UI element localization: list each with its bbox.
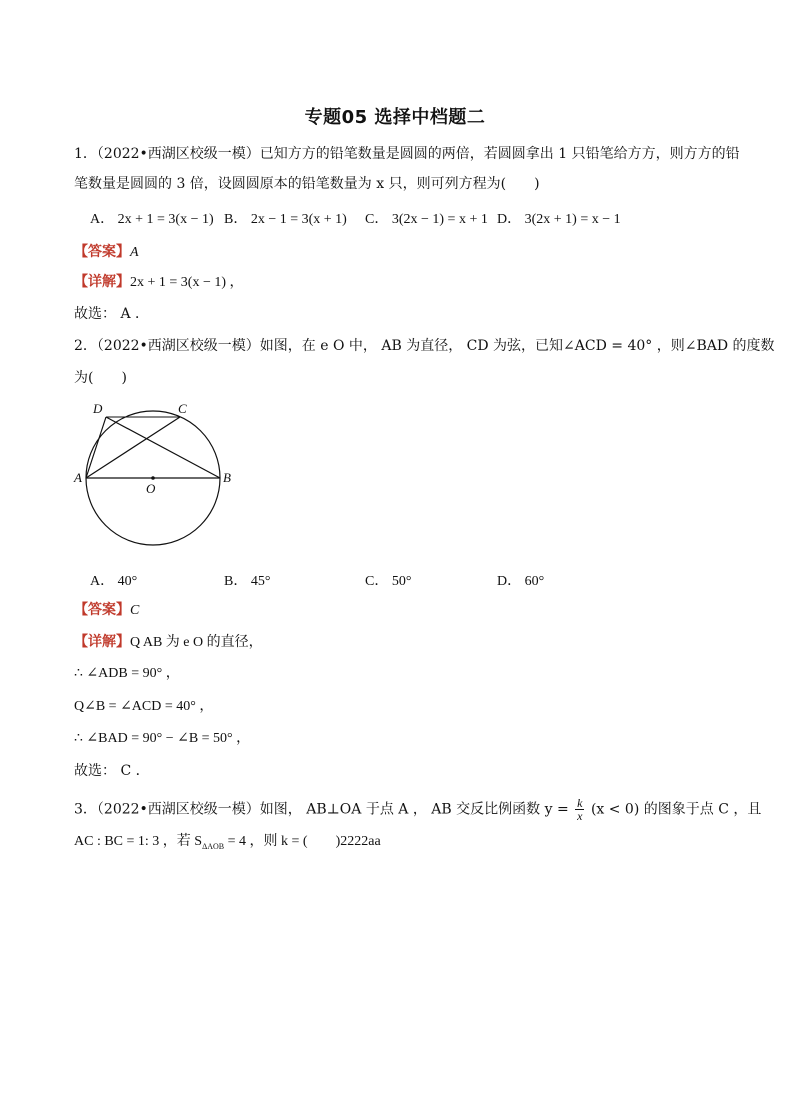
- label-c: C: [178, 401, 187, 416]
- detail-tag: 【详解】: [74, 274, 130, 290]
- q1-detail-text: 2x + 1 = 3(x − 1) ，: [130, 275, 244, 290]
- q1-option-a[interactable]: A． 2x + 1 = 3(x − 1): [90, 212, 214, 227]
- q2-answer: [74, 600, 139, 621]
- segment-db: [106, 417, 220, 478]
- detail-tag: 【详解】: [74, 634, 130, 650]
- q3-line2-b: = 4 ，则 k = ( )2222aa: [224, 834, 381, 849]
- q3-line1-suffix: (x < 0) 的图象于点 C ，且: [590, 801, 762, 818]
- segment-ad: [86, 417, 106, 478]
- q2-option-c[interactable]: C． 50°: [365, 574, 412, 589]
- q2-step-4: ∴ ∠BAD = 90° − ∠B = 50° ，: [74, 731, 251, 746]
- q3-stem-line1: [74, 797, 761, 822]
- q1-option-d[interactable]: D． 3(2x + 1) = x − 1: [497, 212, 621, 227]
- q3-fraction-numerator: k: [577, 796, 583, 810]
- q1-option-c[interactable]: C． 3(2x − 1) = x + 1: [365, 212, 488, 227]
- q2-detail: [74, 632, 263, 653]
- q3-stem-line2: [74, 832, 381, 857]
- label-b: B: [223, 470, 231, 485]
- q3-area-subscript: ΔAOB: [202, 841, 225, 851]
- answer-tag: 【答案】: [74, 602, 130, 618]
- q1-detail: [74, 272, 244, 293]
- q1-answer: [74, 242, 139, 263]
- q1-option-b[interactable]: B． 2x − 1 = 3(x + 1): [224, 212, 347, 227]
- answer-tag: 【答案】: [74, 244, 130, 260]
- label-a: A: [74, 470, 82, 485]
- q3-fraction: [575, 797, 584, 822]
- q3-line1-prefix: 3．（2022•西湖区校级一模）如图， AB⊥OA 于点 A ， AB 交反比例函数 y =: [74, 801, 569, 818]
- label-d: D: [93, 401, 103, 416]
- q1-conclusion: 故选： A ．: [74, 306, 150, 322]
- label-o: O: [146, 481, 156, 496]
- q3-fraction-denominator: x: [577, 809, 583, 823]
- q2-answer-value: C: [130, 603, 140, 618]
- q1-stem-line1: 1．（2022•西湖区校级一模）已知方方的铅笔数量是圆圆的两倍，若圆圆拿出 1 只铅笔给方方，则方方的铅: [74, 146, 740, 162]
- q2-step-3: Q∠B = ∠ACD = 40° ，: [74, 699, 214, 714]
- q2-option-a[interactable]: A． 40°: [90, 574, 138, 589]
- q2-conclusion: 故选： C ．: [74, 763, 150, 779]
- q2-step-1: Q AB 为 e O 的直径，: [130, 635, 263, 650]
- q1-stem-line2: 笔数量是圆圆的 3 倍，设圆圆原本的铅笔数量为 x 只，则可列方程为( ): [74, 176, 540, 192]
- q2-stem-line1: 2．（2022•西湖区校级一模）如图，在 e O 中， AB 为直径， CD 为弦，已知∠ACD = 40° ，则∠BAD 的度数: [74, 338, 775, 354]
- q2-step-2: ∴ ∠ADB = 90° ，: [74, 666, 180, 681]
- q1-answer-value: A: [130, 245, 139, 260]
- q3-line2-a: AC : BC = 1: 3 ，若 S: [74, 834, 203, 849]
- page-title: 专题05 选择中档题二: [304, 107, 486, 128]
- q2-circle-figure: [70, 396, 240, 556]
- q2-option-b[interactable]: B． 45°: [224, 574, 271, 589]
- segment-ac: [86, 417, 180, 478]
- q2-option-d[interactable]: D． 60°: [497, 574, 545, 589]
- center-point: [151, 476, 155, 480]
- q2-stem-line2: 为( ): [74, 370, 127, 386]
